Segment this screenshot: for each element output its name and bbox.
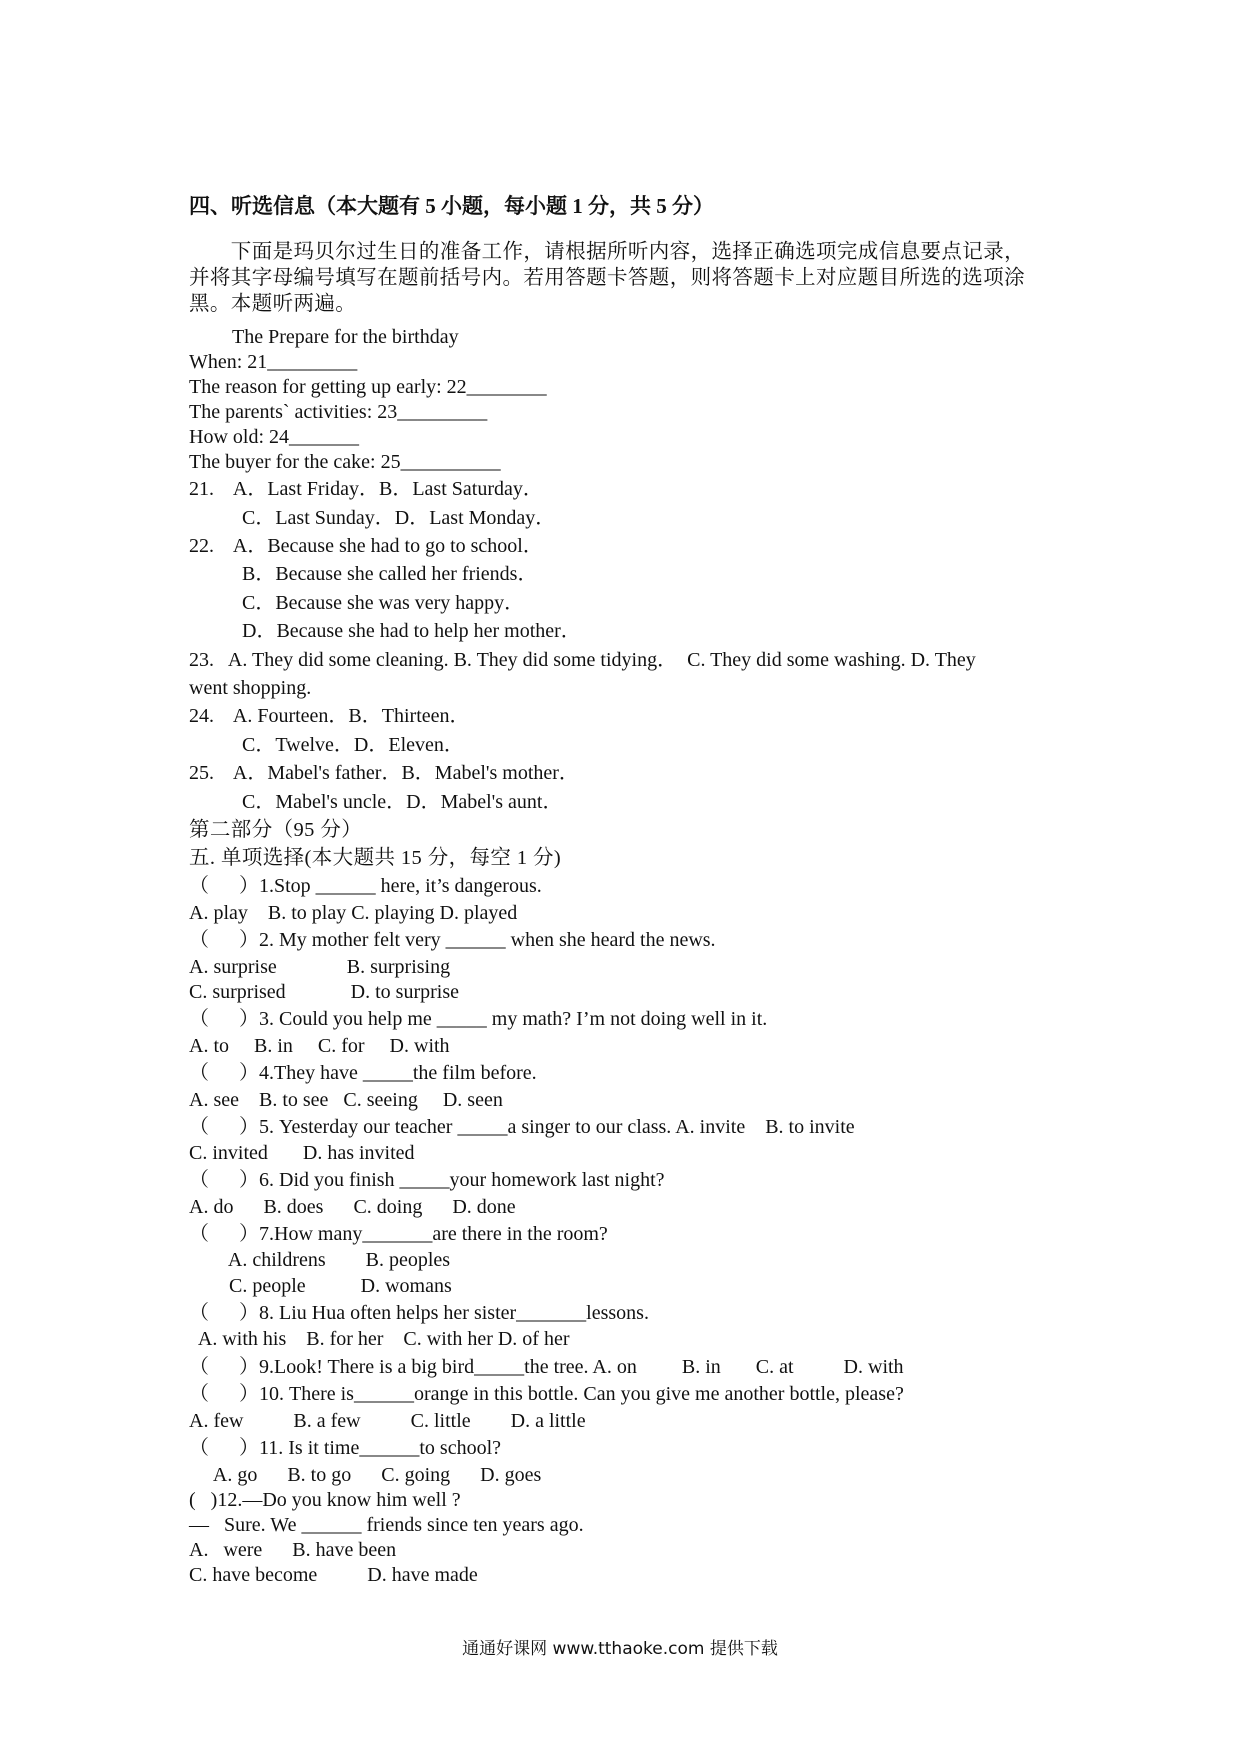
mc-line-22: （ ）11. Is it time______to school? [189, 1437, 502, 1459]
q21-line-1: 21. A．Last Friday．B．Last Saturday． [189, 478, 543, 500]
form-field-21: When: 21_________ [189, 351, 358, 373]
form-field-25: The buyer for the cake: 25__________ [189, 451, 501, 473]
mc-line-24: ( )12.—Do you know him well ? [189, 1489, 461, 1511]
q23-line-1: 23. A. They did some cleaning. B. They did some tidying． C. They did some washing. D. They [189, 649, 976, 671]
q24-line-1: 24. A. Fourteen．B．Thirteen． [189, 705, 470, 727]
form-field-23: The parents` activities: 23_________ [189, 401, 488, 423]
mc-line-3: （ ）2. My mother felt very ______ when she heard the news. [189, 929, 716, 951]
section4-intro-1: 下面是玛贝尔过生日的准备工作，请根据所听内容，选择正确选项完成信息要点记录， [189, 241, 1025, 263]
mc-line-13: A. do B. does C. doing D. done [189, 1196, 516, 1218]
mc-line-23: A. go B. to go C. going D. goes [189, 1464, 542, 1486]
mc-line-27: C. have become D. have made [189, 1564, 478, 1586]
part2-title: 第二部分（95 分） [189, 819, 363, 841]
mc-line-5: C. surprised D. to surprise [189, 981, 459, 1003]
mc-line-17: （ ）8. Liu Hua often helps her sister_______lessons. [189, 1302, 649, 1324]
form-title: The Prepare for the birthday [232, 326, 459, 348]
mc-line-14: （ ）7.How many_______are there in the room? [189, 1223, 608, 1245]
q24-line-2: C．Twelve．D．Eleven． [242, 734, 464, 756]
mc-line-7: A. to B. in C. for D. with [189, 1035, 450, 1057]
mc-line-6: （ ）3. Could you help me _____ my math? I’m not doing well in it. [189, 1008, 768, 1030]
form-field-22: The reason for getting up early: 22________ [189, 376, 547, 398]
mc-line-15: A. childrens B. peoples [189, 1249, 451, 1271]
mc-line-18: A. with his B. for her C. with her D. of her [189, 1328, 570, 1350]
form-field-24: How old: 24_______ [189, 426, 359, 448]
section5-title: 五. 单项选择(本大题共 15 分，每空 1 分) [189, 847, 562, 869]
mc-line-4: A. surprise B. surprising [189, 956, 451, 978]
mc-line-20: （ ）10. There is______orange in this bottle. Can you give me another bottle, please? [189, 1383, 904, 1405]
mc-line-21: A. few B. a few C. little D. a little [189, 1410, 586, 1432]
mc-line-12: （ ）6. Did you finish _____your homework last night? [189, 1169, 665, 1191]
mc-line-19: （ ）9.Look! There is a big bird_____the tree. A. on B. in C. at D. with [189, 1356, 904, 1378]
mc-line-10: （ ）5. Yesterday our teacher _____a singer to our class. A. invite B. to invite [189, 1116, 855, 1138]
q25-line-2: C．Mabel's uncle．D．Mabel's aunt． [242, 791, 563, 813]
mc-line-16: C. people D. womans [189, 1275, 452, 1297]
mc-line-8: （ ）4.They have _____the film before. [189, 1062, 537, 1084]
q21-line-2: C．Last Sunday．D．Last Monday． [242, 507, 556, 529]
mc-line-26: A. were B. have been [189, 1539, 397, 1561]
q22-line-4: D．Because she had to help her mother． [242, 620, 581, 642]
q23-line-2: went shopping. [189, 677, 312, 699]
section4-title: 四、听选信息（本大题有 5 小题，每小题 1 分，共 5 分） [189, 194, 714, 218]
q25-line-1: 25. A．Mabel's father．B．Mabel's mother． [189, 762, 579, 784]
q22-line-3: C．Because she was very happy． [242, 592, 525, 614]
mc-line-1: （ ）1.Stop ______ here, it’s dangerous. [189, 875, 542, 897]
mc-line-9: A. see B. to see C. seeing D. seen [189, 1089, 503, 1111]
q22-line-2: B．Because she called her friends． [242, 563, 538, 585]
page-footer: 通通好课网 www.tthaoke.com 提供下载 [462, 1639, 778, 1659]
mc-line-25: — Sure. We ______ friends since ten years ago. [189, 1514, 584, 1536]
mc-line-2: A. play B. to play C. playing D. played [189, 902, 518, 924]
q22-line-1: 22. A．Because she had to go to school． [189, 535, 543, 557]
section4-intro-2: 并将其字母编号填写在题前括号内。若用答题卡答题，则将答题卡上对应题目所选的选项涂 [189, 267, 1025, 289]
section4-intro-3: 黑。本题听两遍。 [189, 293, 357, 315]
mc-line-11: C. invited D. has invited [189, 1142, 415, 1164]
